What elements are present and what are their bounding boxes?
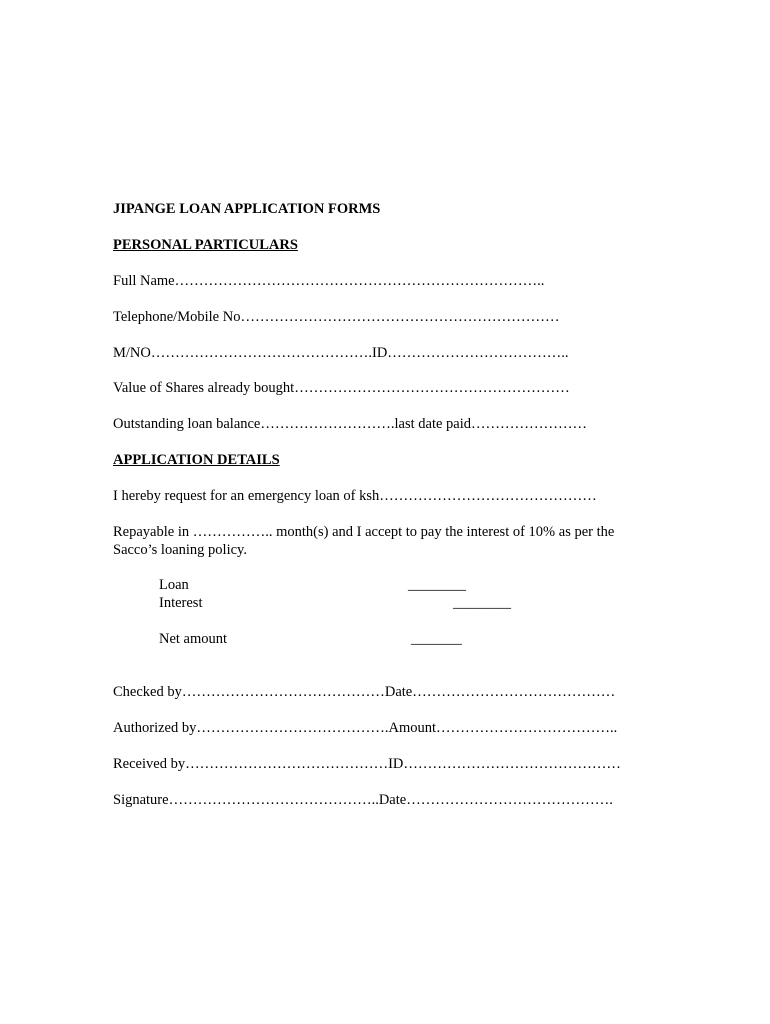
interest-amount-blank: ________ xyxy=(453,595,511,611)
net-amount-label: Net amount xyxy=(159,631,228,647)
authorized-by-field: Authorized by………………………………….Amount……………………………….. xyxy=(113,720,618,736)
full-name-field: Full Name………………………………………………………………….. xyxy=(113,273,545,289)
outstanding-balance-field: Outstanding loan balance……………………….last date paid…………………… xyxy=(113,416,587,432)
loan-amount-blank: ________ xyxy=(408,577,466,593)
application-details-heading: APPLICATION DETAILS xyxy=(113,452,280,468)
loan-label: Loan xyxy=(159,577,189,593)
interest-label: Interest xyxy=(159,595,203,611)
loan-request-line: I hereby request for an emergency loan of ksh……………………………………… xyxy=(113,488,597,504)
received-by-field: Received by……………………………………ID……………………………………… xyxy=(113,756,621,772)
shares-value-field: Value of Shares already bought………………………………………………… xyxy=(113,380,570,396)
repayment-terms-line-2: Sacco’s loaning policy. xyxy=(113,542,247,558)
repayment-terms-line-1: Repayable in …………….. month(s) and I accept to pay the interest of 10% as per the xyxy=(113,524,615,540)
member-number-id-field: M/NO……………………………………….ID……………………………….. xyxy=(113,345,569,361)
net-amount-blank: _______ xyxy=(411,631,462,647)
form-title: JIPANGE LOAN APPLICATION FORMS xyxy=(113,201,381,217)
personal-particulars-heading: PERSONAL PARTICULARS xyxy=(113,237,298,253)
checked-by-field: Checked by……………………………………Date…………………………………… xyxy=(113,684,616,700)
telephone-field: Telephone/Mobile No………………………………………………………… xyxy=(113,309,560,325)
signature-field: Signature……………………………………..Date……………………………………. xyxy=(113,792,613,808)
